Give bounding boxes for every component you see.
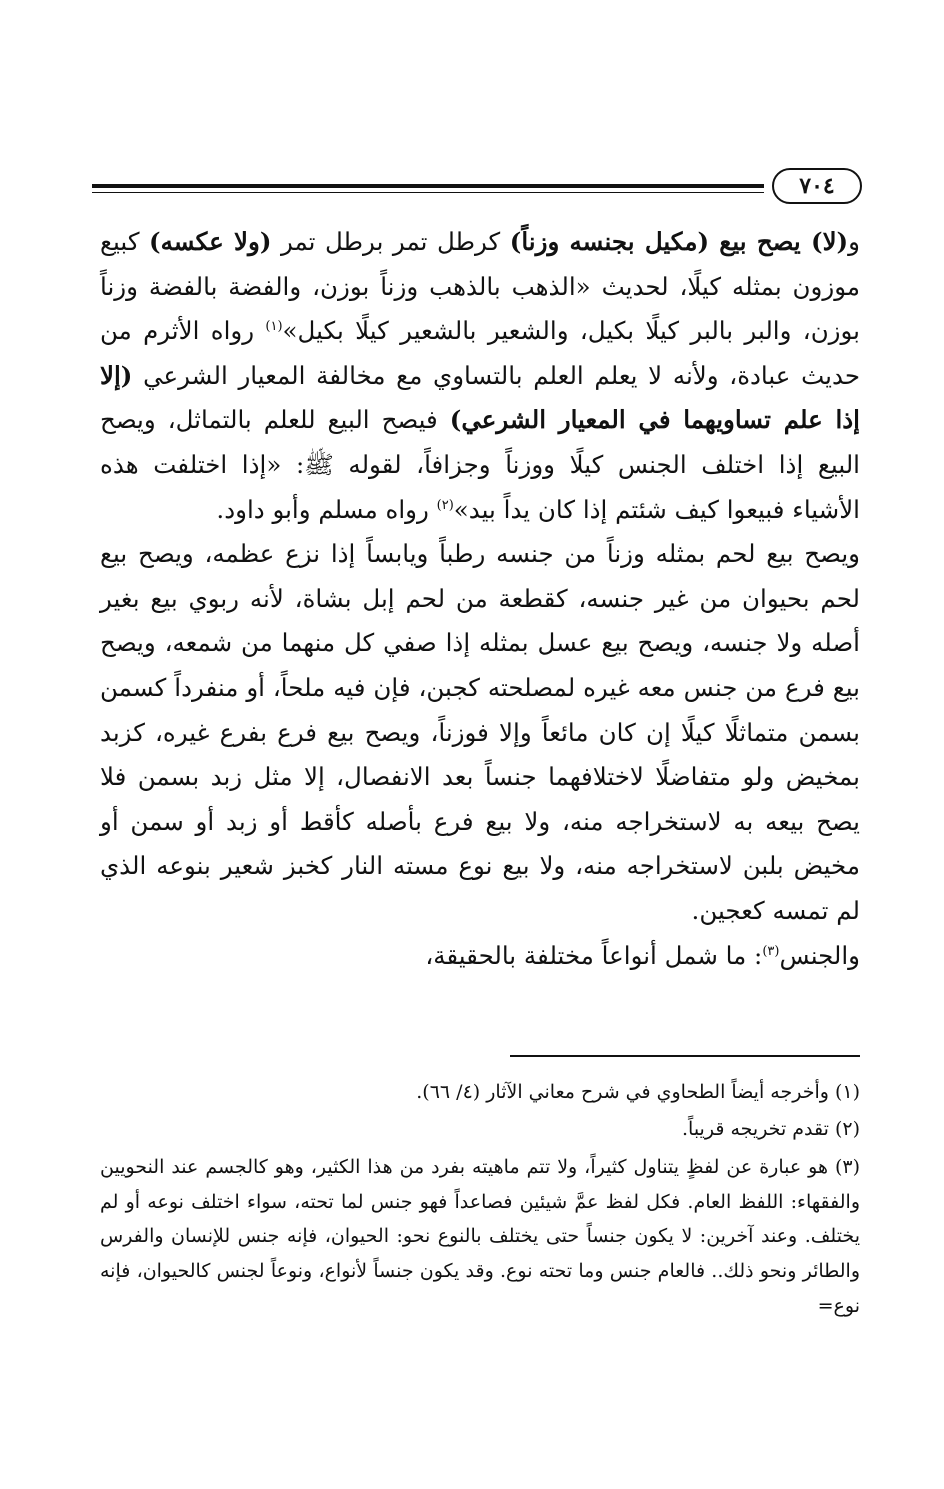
- footnote-separator: [510, 1055, 860, 1057]
- text-run: كرطل تمر برطل تمر: [271, 227, 510, 256]
- bold-text: (ولا عكسه): [149, 227, 272, 256]
- text-run: : ما شمل أنواعاً مختلفة بالحقيقة،: [425, 940, 763, 970]
- text-run: فيصح البيع للعلم بالتماثل، ويصح البيع إذا اختلف الجنس كيلًا ووزناً وجزافاً، لقوله ﷺ: «إذا اختلفت هذه الأشياء فبيعوا كيف شئتم إذا كان يداً بيد»: [100, 405, 860, 524]
- text-run: رواه مسلم وأبو داود.: [216, 494, 437, 524]
- bold-text: (لا) يصح بيع (مكيل بجنسه وزناً): [509, 227, 849, 256]
- footnote-ref: (٣): [762, 943, 780, 959]
- footnote-3: (٣) هو عبارة عن لفظٍ يتناول كثيراً، ولا تتم ماهيته بفرد من هذا الكثير، وهو كالجسم عند النحويين والفقهاء: اللفظ العام. فكل لفظ عمَّ شيئين فصاعداً فهو جنس لما تحته، سواء اختلف نوعه أو لم يختلف. وعند آخرين: لا يكون جنساً حتى يختلف بالنوع نحو: الحيوان، فإنه جنس للإنسان والفرس والطائر ونحو ذلك.. فالعام جنس وما تحته نوع. وقد يكون جنساً لأنواع، ونوعاً لجنس كالحيوان، فإنه نوع=: [100, 1156, 860, 1317]
- page-header: [92, 168, 862, 208]
- text-run: والجنس: [779, 940, 860, 970]
- text-run: كبيع موزون بمثله كيلًا، لحديث «الذهب بالذهب وزناً بوزن، والفضة بالفضة وزناً بوزن، والبر بالبر كيلًا بكيل، والشعير بالشعير كيلًا بكيل»: [100, 227, 860, 346]
- bold-text: (إلا إذا علم تساويهما في المعيار الشرعي): [100, 360, 860, 435]
- page-number: ٧٠٤: [772, 168, 862, 204]
- text-run: و: [848, 227, 860, 256]
- footnotes: [100, 1075, 860, 1325]
- footnote-2: (٢) تقدم تخريجه قريباً.: [682, 1117, 860, 1140]
- paragraph-3: [100, 934, 860, 979]
- main-text: [100, 220, 860, 978]
- header-rule-thin: [92, 192, 764, 193]
- text-run: رواه الأثرم من حديث عبادة، ولأنه لا يعلم العلم بالتساوي مع مخالفة المعيار الشرعي: [100, 316, 860, 390]
- header-rule: [92, 184, 764, 188]
- footnote-ref: (١): [265, 319, 283, 335]
- paragraph-1: [100, 220, 860, 532]
- footnote-ref: (٢): [436, 497, 454, 513]
- paragraph-2: ويصح بيع لحم بمثله وزناً من جنسه رطباً ويابساً إذا نزع عظمه، ويصح بيع لحم بحيوان من غير جنسه، كقطعة من لحم إبل بشاة، لأنه ربوي بيع بغير أصله ولا جنسه، ويصح بيع عسل بمثله إذا صفي كل منهما من شمعه، ويصح بيع فرع من جنس معه غيره لمصلحته كجبن، فإن فيه ملحاً، أو منفرداً كسمن بسمن متماثلًا كيلًا إن كان مائعاً وإلا فوزناً، ويصح بيع فرع بفرع غيره، كزبد بمخيض ولو متفاضلًا لاختلافهما جنساً بعد الانفصال، إلا مثل زبد بسمن فلا يصح بيعه به لاستخراجه منه، ولا بيع فرع بأصله كأقط أو زبد أو سمن أو مخيض بلبن لاستخراجه منه، ولا بيع نوع مسته النار كخبز شعير بنوعه الذي لم تمسه كعجين.: [100, 539, 860, 925]
- footnote-1: (١) وأخرجه أيضاً الطحاوي في شرح معاني الآثار (٤/ ٦٦).: [416, 1081, 860, 1103]
